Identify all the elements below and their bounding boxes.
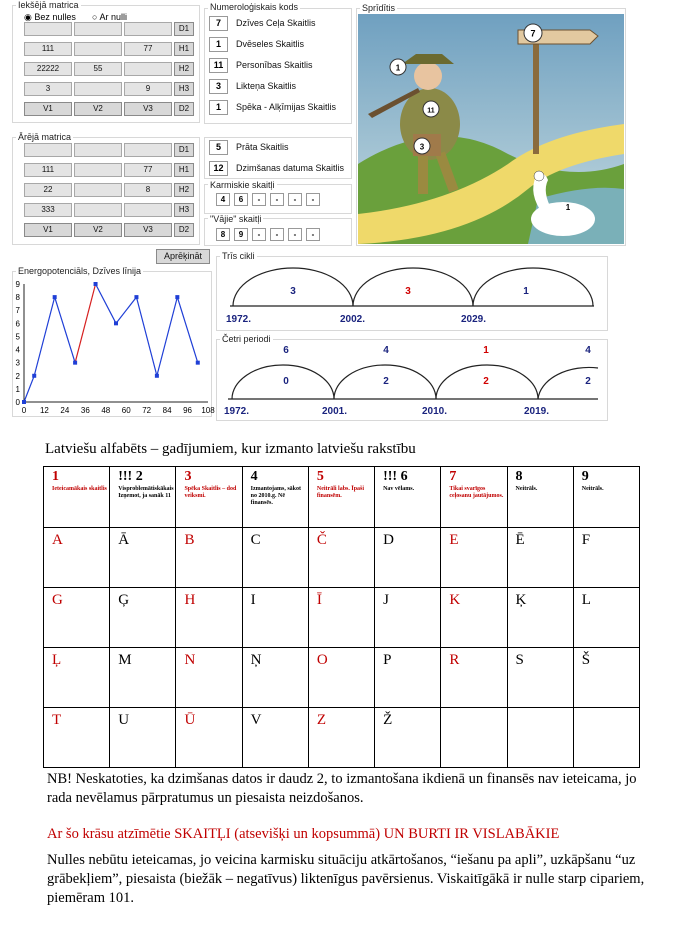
matrix-row-button[interactable]: D2 — [174, 102, 194, 116]
alphabet-header-cell — [507, 467, 573, 528]
alphabet-table — [43, 466, 640, 768]
cycle-year-2: 2002. — [340, 314, 366, 325]
inner-matrix-title: Iekšējā matrica — [18, 0, 79, 10]
alphabet-letter-cell: V — [242, 708, 308, 768]
alphabet-header-cell — [308, 467, 374, 528]
matrix-cell: 22222 — [24, 62, 72, 76]
calculate-button[interactable]: Aprēķināt — [156, 249, 210, 264]
matrix-cell — [74, 82, 122, 96]
x-tick-label: 48 — [101, 406, 111, 415]
alphabet-letter-cell: T — [44, 708, 110, 768]
data-point — [94, 282, 98, 286]
cycle-year-3: 2029. — [461, 314, 487, 325]
alphabet-letter-cell: Ķ — [507, 588, 573, 648]
small-number-box: 8 — [216, 228, 230, 241]
cycle-arc-2 — [353, 268, 473, 306]
small-number-box: - — [288, 193, 302, 206]
alphabet-letter-cell: I — [242, 588, 308, 648]
numerology-title: Numeroloģiskais kods — [210, 2, 299, 12]
radio-ar-nulli[interactable]: ○ Ar nulli — [92, 12, 127, 22]
x-tick-label: 36 — [80, 406, 90, 415]
y-tick-label: 7 — [15, 306, 20, 316]
red-legend-note: Ar šo krāsu atzīmētie SKAITĻI (atsevišķi un kopsummā) UN BURTI IR VISLABĀKIE — [47, 826, 560, 842]
matrix-v-button[interactable]: V2 — [74, 102, 122, 116]
badge-destiny: 3 — [419, 142, 425, 152]
illustration-title: Sprīdītis — [362, 3, 396, 13]
alphabet-letter-cell: B — [176, 528, 242, 588]
radio-selected-icon: ◉ — [24, 12, 32, 22]
matrix-cell: 111 — [24, 42, 72, 56]
column-number: !!! 6 — [383, 469, 408, 484]
radio-empty-icon: ○ — [92, 12, 98, 22]
matrix-v-button[interactable]: V1 — [24, 102, 72, 116]
alphabet-row — [44, 648, 640, 708]
signpost-pole — [533, 34, 539, 154]
data-point — [114, 321, 118, 325]
matrix-v-button[interactable]: V3 — [124, 102, 172, 116]
nb-note: NB! Neskatoties, ka dzimšanas datos ir daudz 2, to izmantošana ikdienā un finansēs nav ieteicama, jo rada nevēlamus pārpratumus un piesaista neizdošanos. — [47, 771, 637, 806]
alphabet-letter-cell: A — [44, 528, 110, 588]
matrix-cell — [74, 143, 122, 157]
outer-matrix-title: Ārējā matrica — [18, 132, 72, 142]
numerology-label: Likteņa Skaitlis — [236, 81, 297, 91]
matrix-cell: 8 — [124, 183, 172, 197]
y-tick-label: 0 — [15, 398, 20, 407]
data-point — [73, 361, 77, 365]
alphabet-letter-cell: N — [176, 648, 242, 708]
column-number: 1 — [52, 469, 59, 484]
swan-head — [534, 171, 544, 181]
data-point — [175, 295, 179, 299]
energy-chart-title: Energopotenciāls, Dzīves līnija — [18, 266, 142, 276]
matrix-cell — [74, 22, 122, 36]
numerology-value: 5 — [209, 140, 228, 155]
cycle-year-1: 1972. — [226, 314, 252, 325]
alphabet-header-cell — [110, 467, 176, 528]
period-top-2: 4 — [383, 345, 389, 356]
column-number: 9 — [581, 469, 589, 484]
column-number: 8 — [515, 469, 523, 484]
alphabet-letter-cell: G — [44, 588, 110, 648]
matrix-cell: 22 — [24, 183, 72, 197]
line-segment — [157, 297, 177, 376]
numerology-label: Dzīves Ceļa Skaitlis — [236, 18, 316, 28]
data-point — [134, 295, 138, 299]
alphabet-letter-cell: R — [441, 648, 507, 708]
line-segment — [75, 284, 95, 363]
numerology-value: 1 — [209, 37, 228, 52]
alphabet-letter-cell — [573, 708, 639, 768]
x-tick-label: 72 — [142, 406, 152, 415]
period-year-1: 1972. — [224, 406, 250, 417]
y-tick-label: 1 — [15, 384, 20, 394]
alphabet-letter-cell: H — [176, 588, 242, 648]
x-tick-label: 60 — [121, 406, 131, 415]
numerology-label: Prāta Skaitlis — [236, 142, 289, 152]
matrix-cell — [74, 183, 122, 197]
column-note: Spēka Skaitlis – dod veiksmi. — [184, 486, 237, 499]
alphabet-letter-cell: M — [110, 648, 176, 708]
alphabet-letter-cell: Ē — [507, 528, 573, 588]
x-tick-label: 24 — [60, 406, 70, 415]
matrix-cell — [74, 203, 122, 217]
matrix-cell — [24, 143, 72, 157]
cycle-value-2: 3 — [405, 286, 411, 297]
matrix-cell: 9 — [124, 82, 172, 96]
alphabet-letter-cell: Ū — [176, 708, 242, 768]
badge-power: 1 — [565, 203, 571, 212]
numerology-value: 12 — [209, 161, 228, 176]
matrix-row-button[interactable]: H3 — [174, 203, 194, 217]
column-number: 4 — [250, 469, 258, 484]
line-segment — [177, 297, 197, 363]
matrix-cell: 111 — [24, 163, 72, 177]
radio-bez-nulles[interactable]: ◉ Bez nulles — [24, 12, 76, 22]
column-number: 5 — [316, 469, 324, 484]
y-tick-label: 3 — [15, 358, 20, 368]
alphabet-letter-cell: Ņ — [242, 648, 308, 708]
line-segment — [55, 297, 75, 363]
matrix-cell — [24, 22, 72, 36]
alphabet-letter-cell: Š — [573, 648, 639, 708]
alphabet-letter-cell: P — [375, 648, 441, 708]
alphabet-header-cell — [176, 467, 242, 528]
alphabet-letter-cell: Ā — [110, 528, 176, 588]
matrix-cell — [74, 42, 122, 56]
column-note: Nav vēlams. — [383, 486, 415, 492]
y-tick-label: 2 — [15, 371, 20, 381]
column-number: 3 — [184, 469, 192, 484]
matrix-row-button[interactable]: H3 — [174, 82, 194, 96]
alphabet-letter-cell — [441, 708, 507, 768]
period-year-2: 2001. — [322, 406, 348, 417]
y-tick-label: 5 — [15, 332, 20, 342]
line-segment — [116, 297, 136, 323]
alphabet-row — [44, 528, 640, 588]
alphabet-header-cell — [573, 467, 639, 528]
small-number-box: 4 — [216, 193, 230, 206]
matrix-row-button[interactable]: H2 — [174, 183, 194, 197]
matrix-row-button[interactable]: D1 — [174, 22, 194, 36]
period-top-4: 4 — [585, 345, 591, 356]
alphabet-letter-cell: Ž — [375, 708, 441, 768]
matrix-cell: 77 — [124, 163, 172, 177]
small-number-box: 6 — [234, 193, 248, 206]
small-number-box: - — [306, 193, 320, 206]
alphabet-letter-cell: E — [441, 528, 507, 588]
x-tick-label: 96 — [183, 406, 193, 415]
line-segment — [24, 376, 34, 402]
matrix-cell: 333 — [24, 203, 72, 217]
matrix-row-button[interactable]: D1 — [174, 143, 194, 157]
alphabet-letter-cell: C — [242, 528, 308, 588]
alphabet-letter-cell: U — [110, 708, 176, 768]
numerology-label: Dvēseles Skaitlis — [236, 39, 305, 49]
matrix-row-button[interactable]: H1 — [174, 42, 194, 56]
numerology-value: 1 — [209, 100, 228, 115]
data-point — [22, 400, 26, 404]
alphabet-letter-cell: L — [573, 588, 639, 648]
matrix-row-button[interactable]: H1 — [174, 163, 194, 177]
column-note: Ieteicamākais skaitlis — [52, 486, 107, 492]
period-inner-2: 2 — [383, 376, 389, 387]
three-cycles-diagram — [218, 262, 606, 328]
alphabet-letter-cell: K — [441, 588, 507, 648]
alphabet-letter-cell: D — [375, 528, 441, 588]
matrix-cell: 77 — [124, 42, 172, 56]
period-inner-1: 0 — [283, 376, 289, 387]
small-number-box: - — [288, 228, 302, 241]
matrix-cell: 3 — [24, 82, 72, 96]
matrix-v-button[interactable]: V2 — [74, 223, 122, 237]
column-note: Neitrāli labs. Īpaši finansēm. — [316, 486, 365, 499]
small-number-box: - — [306, 228, 320, 241]
numerology-value: 7 — [209, 16, 228, 31]
spriditis-illustration — [358, 14, 624, 244]
cycle-arc-3 — [473, 268, 593, 306]
alphabet-letter-cell: J — [375, 588, 441, 648]
four-periods-title: Četri periodi — [222, 334, 271, 344]
line-segment — [96, 284, 116, 323]
data-point — [32, 374, 36, 378]
matrix-row-button[interactable]: D2 — [174, 223, 194, 237]
alphabet-heading: Latviešu alfabēts – gadījumiem, kur izmanto latviešu rakstību — [45, 441, 416, 457]
alphabet-row — [44, 588, 640, 648]
small-number-box: - — [252, 193, 266, 206]
matrix-cell — [124, 203, 172, 217]
small-number-box: - — [252, 228, 266, 241]
column-note: Neitrāls. — [515, 486, 538, 492]
period-inner-4: 2 — [585, 376, 591, 387]
alphabet-letter-cell: Č — [308, 528, 374, 588]
alphabet-header-row — [44, 467, 640, 528]
column-note: Izmantojams, sākot no 2010.g. Nē finansēs. — [250, 486, 301, 506]
matrix-cell — [74, 163, 122, 177]
line-segment — [34, 297, 54, 376]
column-number: !!! 2 — [118, 469, 143, 484]
period-top-3: 1 — [483, 345, 489, 356]
figure-head — [414, 62, 442, 90]
period-year-3: 2010. — [422, 406, 448, 417]
x-tick-label: 0 — [21, 406, 27, 415]
four-periods-diagram — [218, 340, 606, 420]
column-note: Neitrāls. — [581, 486, 604, 492]
badge-personality: 11 — [427, 107, 435, 115]
matrix-cell — [124, 62, 172, 76]
alphabet-header-cell — [44, 467, 110, 528]
alphabet-letter-cell: S — [507, 648, 573, 708]
numerology-value: 11 — [209, 58, 228, 73]
matrix-v-button[interactable]: V3 — [124, 223, 172, 237]
badge-soul: 1 — [395, 63, 401, 73]
energy-chart — [12, 278, 215, 418]
x-tick-label: 84 — [162, 406, 172, 415]
period-top-1: 6 — [283, 345, 289, 356]
y-tick-label: 9 — [15, 280, 20, 289]
figure-leg-1 — [418, 154, 428, 194]
badge-life-path: 7 — [530, 28, 536, 39]
small-number-box: 9 — [234, 228, 248, 241]
alphabet-letter-cell: Ģ — [110, 588, 176, 648]
three-cycles-title: Trīs cikli — [222, 251, 255, 261]
cycle-value-3: 1 — [523, 286, 529, 297]
matrix-cell: 55 — [74, 62, 122, 76]
karmic-title: Karmiskie skaitļi — [210, 180, 275, 190]
alphabet-letter-cell — [507, 708, 573, 768]
column-note: Visproblemātiskākais Izņemot, ja sanāk 11 — [118, 486, 174, 499]
alphabet-header-cell — [242, 467, 308, 528]
weak-title: "Vājie" skaitļi — [210, 214, 262, 224]
zeros-note: Nulles nebūtu ieteicamas, jo veicina karmisku situāciju atkārtošanos, “iešanu pa apli”, uzkāpšanu “uz grābekļiem”, piesaista (biežāk – negatīvus) liktenīgus pavērsienus. Viskaitīgākā ir nulle starp cipariem, piemēram 101. — [47, 852, 645, 906]
numerology-label: Dzimšanas datuma Skaitlis — [236, 163, 345, 173]
y-tick-label: 8 — [15, 293, 20, 303]
cycle-value-1: 3 — [290, 286, 296, 297]
y-tick-label: 6 — [15, 319, 20, 329]
alphabet-header-cell — [375, 467, 441, 528]
alphabet-letter-cell: Ī — [308, 588, 374, 648]
period-inner-3: 2 — [483, 376, 489, 387]
numerology-label: Personības Skaitlis — [236, 60, 313, 70]
alphabet-row — [44, 708, 640, 768]
y-tick-label: 4 — [15, 345, 20, 355]
period-year-4: 2019. — [524, 406, 550, 417]
alphabet-letter-cell: F — [573, 528, 639, 588]
small-number-box: - — [270, 228, 284, 241]
alphabet-header-cell — [441, 467, 507, 528]
matrix-cell — [124, 143, 172, 157]
x-tick-label: 12 — [39, 406, 49, 415]
line-segment — [136, 297, 156, 376]
x-tick-label: 108 — [201, 406, 215, 415]
small-number-box: - — [270, 193, 284, 206]
matrix-row-button[interactable]: H2 — [174, 62, 194, 76]
alphabet-letter-cell: O — [308, 648, 374, 708]
data-point — [155, 374, 159, 378]
data-point — [53, 295, 57, 299]
column-number: 7 — [449, 469, 457, 484]
matrix-cell — [124, 22, 172, 36]
alphabet-letter-cell: Z — [308, 708, 374, 768]
numerology-value: 3 — [209, 79, 228, 94]
matrix-v-button[interactable]: V1 — [24, 223, 72, 237]
numerology-label: Spēka - Alķīmijas Skaitlis — [236, 102, 337, 112]
alphabet-letter-cell: Ļ — [44, 648, 110, 708]
column-note: Tikai svarīgos ceļosanu jautājumos. — [449, 486, 504, 499]
data-point — [196, 361, 200, 365]
